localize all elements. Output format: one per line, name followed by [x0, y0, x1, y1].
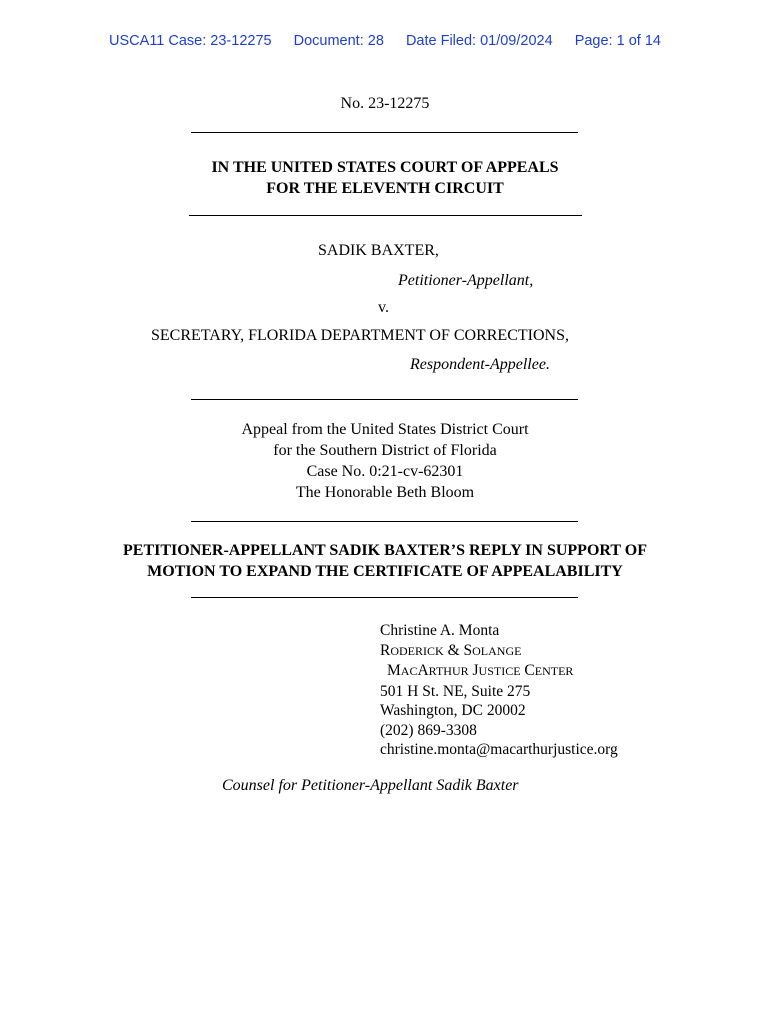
counsel-phone: (202) 869-3308 [380, 721, 477, 739]
court-line-1: IN THE UNITED STATES COURT OF APPEALS [211, 159, 559, 176]
origin-line-4: The Honorable Beth Bloom [295, 484, 475, 501]
title-line-2: MOTION TO EXPAND THE CERTIFICATE OF APPEALABILITY [147, 563, 623, 580]
filing-stamp [0, 33, 770, 49]
appellee-name: SECRETARY, FLORIDA DEPARTMENT OF CORRECTIONS, [151, 327, 569, 344]
document-title [0, 540, 770, 582]
versus: v. [378, 299, 389, 316]
court-line-2: FOR THE ELEVENTH CIRCUIT [266, 180, 504, 197]
appellant-role: Petitioner-Appellant, [398, 272, 534, 289]
stamp-document: Document: 28 [293, 33, 384, 49]
origin-line-2: for the Southern District of Florida [273, 442, 497, 459]
origin-line-3: Case No. 0:21-cv-62301 [306, 463, 464, 480]
counsel-org-line-2: MACARTHUR JUSTICE CENTER [387, 662, 574, 679]
divider [191, 399, 578, 400]
stamp-case: USCA11 Case: 23-12275 [109, 33, 272, 49]
counsel-name: Christine A. Monta [380, 622, 500, 639]
counsel-email[interactable]: christine.monta@macarthurjustice.org [380, 741, 618, 758]
divider [191, 521, 578, 522]
appellee-role: Respondent-Appellee. [410, 356, 550, 373]
counsel-org-line-1: RODERICK & SOLANGE [380, 641, 522, 659]
court-caption [0, 157, 770, 199]
docket-number: No. 23-12275 [340, 95, 430, 112]
divider [189, 215, 582, 216]
stamp-page: Page: 1 of 14 [574, 33, 661, 49]
stamp-date-filed: Date Filed: 01/09/2024 [405, 33, 553, 49]
origin-line-1: Appeal from the United States District Court [241, 421, 529, 438]
divider [191, 597, 578, 598]
divider [191, 132, 578, 133]
counsel-block [380, 621, 618, 760]
appellant-name: SADIK BAXTER, [318, 242, 439, 259]
counsel-address-2: Washington, DC 20002 [380, 702, 526, 719]
title-line-1: PETITIONER-APPELLANT SADIK BAXTER’S REPLY IN SUPPORT OF [123, 542, 647, 559]
appeal-origin [0, 419, 770, 503]
counsel-for-line: Counsel for Petitioner-Appellant Sadik Baxter [222, 777, 519, 794]
counsel-address-1: 501 H St. NE, Suite 275 [380, 682, 531, 700]
